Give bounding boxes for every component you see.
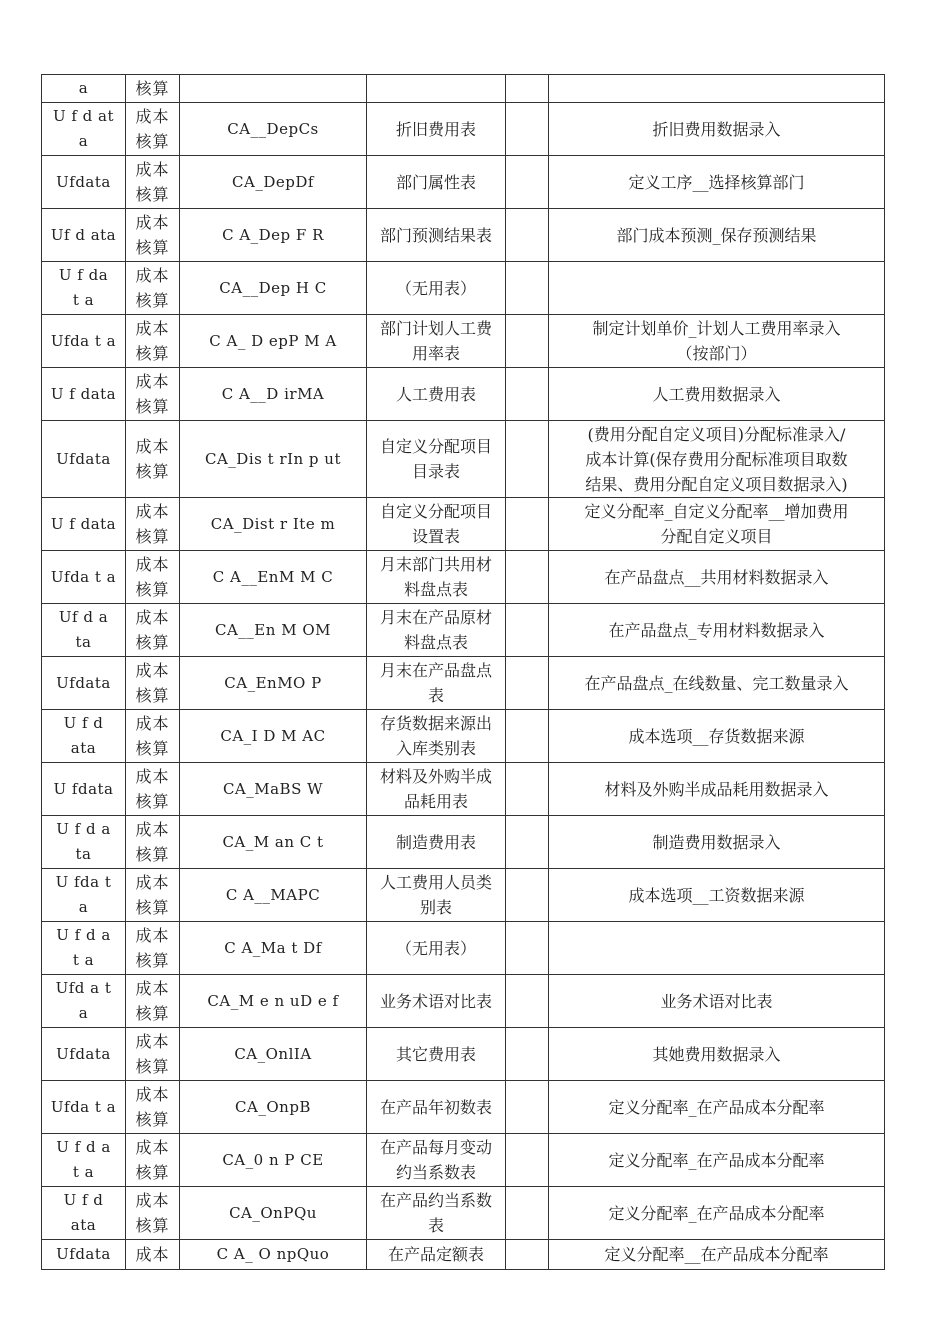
table-name-cell: 人工费用表 (367, 368, 506, 421)
blank-cell (506, 368, 549, 421)
database-cell: Ufdata (42, 421, 126, 498)
description-cell: 业务术语对比表 (549, 975, 885, 1028)
table-row (42, 657, 885, 710)
blank-cell (506, 262, 549, 315)
table-name-cell: 业务术语对比表 (367, 975, 506, 1028)
module-cell: 核算 (126, 75, 180, 103)
blank-cell (506, 975, 549, 1028)
table-name-cell: 在产品定额表 (367, 1240, 506, 1270)
description-cell: 定义分配率__在产品成本分配率 (549, 1240, 885, 1270)
table-row (42, 421, 885, 498)
table-code-cell: CA__Dep H C (180, 262, 367, 315)
table-name-cell: （无用表） (367, 922, 506, 975)
table-code-cell: CA_Dist r Ite m (180, 498, 367, 551)
module-cell: 成本 核算 (126, 604, 180, 657)
table-name-cell: 自定义分配项目 设置表 (367, 498, 506, 551)
table-row (42, 975, 885, 1028)
database-cell: Uf d a ta (42, 604, 126, 657)
description-cell (549, 922, 885, 975)
database-cell: Ufda t a (42, 551, 126, 604)
description-cell (549, 75, 885, 103)
table-name-cell: 月末在产品盘点 表 (367, 657, 506, 710)
table-row (42, 1187, 885, 1240)
description-cell: 在产品盘点_专用材料数据录入 (549, 604, 885, 657)
blank-cell (506, 1081, 549, 1134)
database-cell: U f d at a (42, 103, 126, 156)
database-cell: U f d a ta (42, 816, 126, 869)
table-row (42, 869, 885, 922)
module-cell: 成本 核算 (126, 869, 180, 922)
database-cell: U f da t a (42, 262, 126, 315)
table-code-cell: CA_0 n P CE (180, 1134, 367, 1187)
table-name-cell: 部门计划人工费 用率表 (367, 315, 506, 368)
blank-cell (506, 551, 549, 604)
table-row (42, 1240, 885, 1270)
module-cell: 成本 核算 (126, 551, 180, 604)
table-row (42, 1134, 885, 1187)
table-row (42, 1028, 885, 1081)
module-cell: 成本 核算 (126, 1134, 180, 1187)
table-code-cell: CA_Dis t rIn p ut (180, 421, 367, 498)
table-name-cell: 月末部门共用材 料盘点表 (367, 551, 506, 604)
table-name-cell: 在产品年初数表 (367, 1081, 506, 1134)
blank-cell (506, 209, 549, 262)
blank-cell (506, 1028, 549, 1081)
module-cell: 成本 核算 (126, 922, 180, 975)
database-cell: U f d ata (42, 710, 126, 763)
blank-cell (506, 498, 549, 551)
module-cell: 成本 核算 (126, 368, 180, 421)
table-code-cell: CA_M e n uD e f (180, 975, 367, 1028)
description-cell: 定义分配率_自定义分配率__增加费用 分配自定义项目 (549, 498, 885, 551)
description-cell: 部门成本预测_保存预测结果 (549, 209, 885, 262)
table-row (42, 209, 885, 262)
blank-cell (506, 315, 549, 368)
table-name-cell: 自定义分配项目 目录表 (367, 421, 506, 498)
table-row (42, 103, 885, 156)
database-cell: Uf d ata (42, 209, 126, 262)
blank-cell (506, 1187, 549, 1240)
table-name-cell: 月末在产品原材 料盘点表 (367, 604, 506, 657)
database-cell: U fdata (42, 763, 126, 816)
table-code-cell: C A__D irMA (180, 368, 367, 421)
module-cell: 成本 核算 (126, 315, 180, 368)
table-name-cell: 人工费用人员类 别表 (367, 869, 506, 922)
table-code-cell: CA_EnMO P (180, 657, 367, 710)
blank-cell (506, 75, 549, 103)
module-cell: 成本 核算 (126, 498, 180, 551)
table-row (42, 551, 885, 604)
table-name-cell (367, 75, 506, 103)
database-cell: a (42, 75, 126, 103)
table-code-cell: C A_Dep F R (180, 209, 367, 262)
table-code-cell: CA_M an C t (180, 816, 367, 869)
blank-cell (506, 421, 549, 498)
table-row (42, 922, 885, 975)
table-name-cell: 在产品约当系数 表 (367, 1187, 506, 1240)
description-cell: 其她费用数据录入 (549, 1028, 885, 1081)
module-cell: 成本 核算 (126, 421, 180, 498)
blank-cell (506, 763, 549, 816)
blank-cell (506, 816, 549, 869)
database-cell: Ufd a t a (42, 975, 126, 1028)
description-cell: (费用分配自定义项目)分配标准录入/ 成本计算(保存费用分配标准项目取数 结果、费用分配自定义项目数据录入) (549, 421, 885, 498)
table-name-cell: 部门属性表 (367, 156, 506, 209)
table-row (42, 368, 885, 421)
table-code-cell: CA__En M OM (180, 604, 367, 657)
description-cell: 在产品盘点__共用材料数据录入 (549, 551, 885, 604)
database-cell: U f data (42, 368, 126, 421)
description-cell: 定义分配率_在产品成本分配率 (549, 1081, 885, 1134)
description-cell: 折旧费用数据录入 (549, 103, 885, 156)
description-cell: 人工费用数据录入 (549, 368, 885, 421)
table-row (42, 604, 885, 657)
module-cell: 成本 (126, 1240, 180, 1270)
database-cell: Ufdata (42, 1028, 126, 1081)
table-code-cell: C A_ D epP M A (180, 315, 367, 368)
table-code-cell: CA_OnlIA (180, 1028, 367, 1081)
database-cell: Ufdata (42, 156, 126, 209)
data-dictionary-table (41, 74, 885, 1270)
blank-cell (506, 1240, 549, 1270)
database-cell: U fda t a (42, 869, 126, 922)
blank-cell (506, 869, 549, 922)
module-cell: 成本 核算 (126, 1081, 180, 1134)
table-code-cell: C A__EnM M C (180, 551, 367, 604)
module-cell: 成本 核算 (126, 156, 180, 209)
table-code-cell: CA_OnpB (180, 1081, 367, 1134)
table-body (42, 75, 885, 1270)
database-cell: Ufdata (42, 1240, 126, 1270)
description-cell: 成本选项__存货数据来源 (549, 710, 885, 763)
table-row (42, 763, 885, 816)
module-cell: 成本 核算 (126, 975, 180, 1028)
database-cell: Ufdata (42, 657, 126, 710)
database-cell: U f d ata (42, 1187, 126, 1240)
table-code-cell (180, 75, 367, 103)
table-code-cell: C A_Ma t Df (180, 922, 367, 975)
description-cell: 材料及外购半成品耗用数据录入 (549, 763, 885, 816)
module-cell: 成本 核算 (126, 763, 180, 816)
blank-cell (506, 103, 549, 156)
description-cell: 成本选项__工资数据来源 (549, 869, 885, 922)
module-cell: 成本 核算 (126, 1028, 180, 1081)
module-cell: 成本 核算 (126, 209, 180, 262)
blank-cell (506, 604, 549, 657)
table-name-cell: 材料及外购半成 品耗用表 (367, 763, 506, 816)
description-cell: 定义分配率_在产品成本分配率 (549, 1187, 885, 1240)
blank-cell (506, 710, 549, 763)
table-code-cell: CA_I D M AC (180, 710, 367, 763)
blank-cell (506, 1134, 549, 1187)
table-name-cell: （无用表） (367, 262, 506, 315)
database-cell: U f d a t a (42, 1134, 126, 1187)
database-cell: U f data (42, 498, 126, 551)
table-row (42, 315, 885, 368)
description-cell (549, 262, 885, 315)
table-name-cell: 制造费用表 (367, 816, 506, 869)
table-code-cell: C A__MAPC (180, 869, 367, 922)
description-cell: 制造费用数据录入 (549, 816, 885, 869)
module-cell: 成本 核算 (126, 816, 180, 869)
table-name-cell: 其它费用表 (367, 1028, 506, 1081)
database-cell: Ufda t a (42, 315, 126, 368)
table-name-cell: 存货数据来源出 入库类别表 (367, 710, 506, 763)
table-code-cell: CA_MaBS W (180, 763, 367, 816)
table-code-cell: CA_OnPQu (180, 1187, 367, 1240)
table-row (42, 262, 885, 315)
database-cell: Ufda t a (42, 1081, 126, 1134)
table-code-cell: C A_ O npQuo (180, 1240, 367, 1270)
blank-cell (506, 657, 549, 710)
table-name-cell: 在产品每月变动 约当系数表 (367, 1134, 506, 1187)
blank-cell (506, 156, 549, 209)
module-cell: 成本 核算 (126, 1187, 180, 1240)
table-code-cell: CA__DepCs (180, 103, 367, 156)
blank-cell (506, 922, 549, 975)
table-row (42, 816, 885, 869)
module-cell: 成本 核算 (126, 103, 180, 156)
description-cell: 定义分配率_在产品成本分配率 (549, 1134, 885, 1187)
description-cell: 制定计划单价_计划人工费用率录入 （按部门） (549, 315, 885, 368)
module-cell: 成本 核算 (126, 710, 180, 763)
module-cell: 成本 核算 (126, 657, 180, 710)
table-row (42, 156, 885, 209)
description-cell: 定义工序__选择核算部门 (549, 156, 885, 209)
table-code-cell: CA_DepDf (180, 156, 367, 209)
database-cell: U f d a t a (42, 922, 126, 975)
table-name-cell: 部门预测结果表 (367, 209, 506, 262)
table-row (42, 75, 885, 103)
description-cell: 在产品盘点_在线数量、完工数量录入 (549, 657, 885, 710)
module-cell: 成本 核算 (126, 262, 180, 315)
table-row (42, 1081, 885, 1134)
table-name-cell: 折旧费用表 (367, 103, 506, 156)
table-row (42, 498, 885, 551)
table-row (42, 710, 885, 763)
